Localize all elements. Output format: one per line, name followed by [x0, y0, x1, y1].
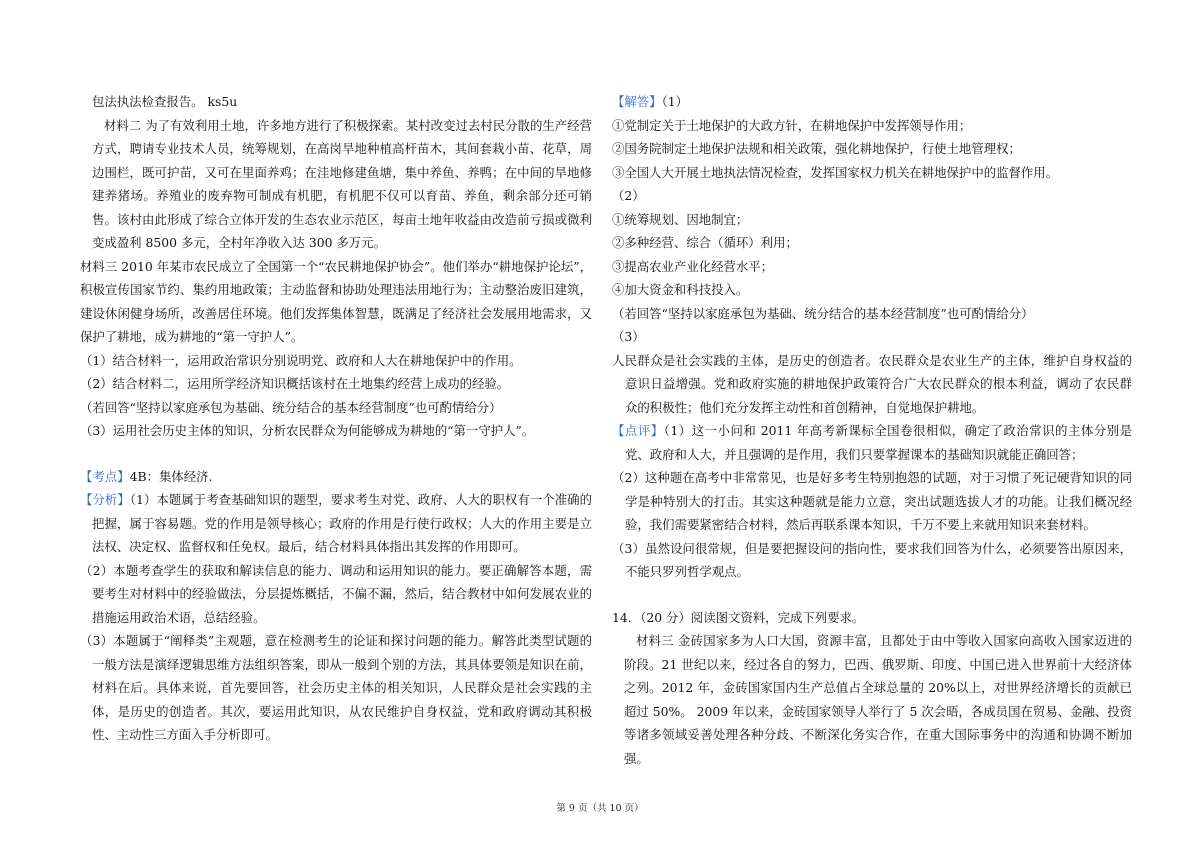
fenxi-2: （2）本题考查学生的获取和解读信息的能力、调动和运用知识的能力。要正确解答本题，需要考生对材料中的经验做法，分层提炼概括，不偏不漏，然后，结合教材中如何发展农业的措施运用政治术语，总结经验。 [80, 562, 592, 625]
kaodian-section [80, 465, 592, 489]
material-two: 材料二 为了有效利用土地，许多地方进行了积极探索。某村改变过去村民分散的生产经营方式，聘请专业技术人员，统筹规划，在高岗旱地种植高杆苗木，其间套栽小苗、花草，周边围栏，既可护苗，又可在里面养鸡；在洼地修建鱼塘，集中养鱼、养鸭；在中间的旱地修建养猪场。养殖业的废弃物可制成有机肥，有机肥不仅可以育苗、养鱼，剩余部分还可销售。该村由此形成了综合立体开发的生态农业示范区，每亩土地年收益由改造前亏损或微利变成盈利 8500 多元，全村年净收入达 300 多万元。 [92, 117, 592, 250]
answer-line: ③全国人大开展土地执法情况检查，发挥国家权力机关在耕地保护中的监督作用。 [612, 164, 1059, 180]
left-column [80, 90, 592, 747]
jieda-tag: 【解答】 [612, 94, 662, 109]
question-14-material: 材料三 金砖国家多为人口大国，资源丰富，且都处于由中等收入国家向高收入国家迈进的阶段。21 世纪以来，经过各自的努力，巴西、俄罗斯、印度、中国已进入世界前十大经济体之列。2012 年，金砖国家国内生产总值占全球总量的 20%以上，对世界经济增长的贡献已超过 50%。 2009 年以来，金砖国家领导人举行了 5 次会晤，各成员国在贸易、金融、投资等诸多领域妥善处理各种分歧、不断深化务实合作，在重大国际事务中的沟通和协调不断加强。 [624, 633, 1132, 766]
page-footer: 第 9 页（共 10 页） [556, 803, 644, 814]
fenxi-tag: 【分析】 [80, 492, 130, 507]
kaodian-tag: 【考点】 [80, 468, 130, 484]
question-2: （2）结合材料二，运用所学经济知识概括该村在土地集约经营上成功的经验。 [80, 376, 510, 391]
dianping-2: （2）这种题在高考中非常常见，也是好多考生特别抱怨的试题，对于习惯了死记硬背知识的同学是种特别大的打击。其实这种题就是能力立意，突出试题选拔人才的功能。让我们概况经验，我们需要紧密结合材料，然后再联系课本知识，千万不要上来就用知识来套材料。 [612, 470, 1132, 532]
kaodian-text: 4B：集体经济. [129, 468, 213, 484]
fenxi-1 [80, 488, 592, 559]
answer-line: ②国务院制定土地保护法规和相关政策，强化耕地保护，行使土地管理权； [612, 141, 1021, 156]
dianping-3: （3）虽然设问很常规，但是要把握设问的指向性，要求我们回答为什么，必须要答出原因来，不能只罗列哲学观点。 [612, 540, 1132, 579]
answer-line: （2） [612, 188, 645, 203]
answer-line: ①统筹规划、因地制宜； [612, 211, 749, 227]
jieda-heading [612, 90, 1132, 114]
scoring-note: （若回答“坚持以家庭承包为基础、统分结合的基本经营制度”也可酌情给分） [80, 399, 502, 415]
question-3: （3）运用社会历史主体的知识，分析农民群众为何能够成为耕地的“第一守护人”。 [80, 423, 535, 438]
material-three: 材料三 2010 年某市农民成立了全国第一个“农民耕地保护协会”。他们举办“耕地保护论坛”，积极宣传国家节约、集约用地政策；主动监督和协助处理违法用地行为；主动整治废旧建筑，建设休闲健身场所，改善居住环境。他们发挥集体智慧，既满足了经济社会发展用地需求，又保护了耕地，成为耕地的“第一守护人”。 [80, 258, 592, 344]
answer-line: ①党制定关于土地保护的大政方针，在耕地保护中发挥领导作用； [612, 117, 972, 133]
fenxi-3: （3）本题属于“阐释类”主观题，意在检测考生的论证和探讨问题的能力。解答此类型试题的一般方法是演绎逻辑思维方法组织答案，即从一般到个别的方法，其具体要领是知识在前，材料在后。具体来说，首先要回答，社会历史主体的相关知识，人民群众是社会实践的主体，是历史的创造者。其次，要运用此知识，从农民维护自身权益，党和政府调动其积极性、主动性三方面入手分析即可。 [80, 633, 592, 742]
answer-line: ②多种经营、综合（循环）利用； [612, 235, 798, 250]
question-1: （1）结合材料一，运用政治常识分别说明党、政府和人大在耕地保护中的作用。 [80, 352, 522, 368]
fenxi-1-text: （1）本题属于考查基础知识的题型，要求考生对党、政府、人大的职权有一个准确的把握，属于容易题。党的作用是领导核心；政府的作用是行使行政权；人大的作用主要是立法权、决定权、监督权和任免权。最后，结合材料具体指出其发挥的作用即可。 [92, 492, 593, 554]
answer-line: ④加大资金和科技投入。 [612, 282, 749, 297]
right-column [612, 90, 1132, 770]
answer-line: （若回答“坚持以家庭承包为基础、统分结合的基本经营制度”也可酌情给分） [612, 305, 1034, 321]
answer-para-3: 人民群众是社会实践的主体，是历史的创造者。农民群众是农业生产的主体，维护自身权益的意识日益增强。党和政府实施的耕地保护政策符合广大农民群众的根本利益，调动了农民群众的积极性；他们充分发挥主动性和首创精神，自觉地保护耕地。 [612, 352, 1132, 415]
question-14-heading: 14．（20 分）阅读图文资料，完成下列要求。 [612, 609, 865, 625]
jieda-first: （1） [661, 94, 689, 109]
dianping-tag: 【点评】 [612, 423, 664, 438]
report-line: 包法执法检查报告。 ks5u [92, 94, 238, 109]
answer-line: （3） [612, 329, 645, 344]
answer-line: ③提高农业产业化经营水平； [612, 258, 774, 274]
dianping-1 [612, 419, 1132, 466]
dianping-first: （1）这一小问和 2011 年高考新课标全国卷很相似，确定了政治常识的主体分别是党、政府和人大，并且强调的是作用，我们只要掌握课本的基础知识就能正确回答； [625, 423, 1133, 462]
